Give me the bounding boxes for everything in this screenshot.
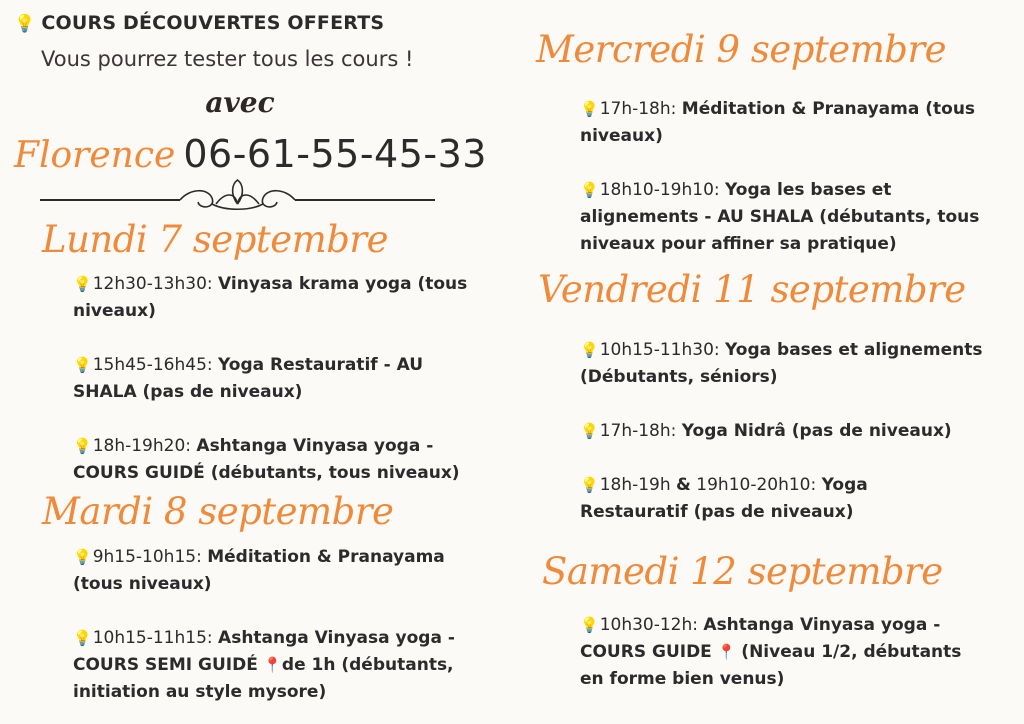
day-title-lundi: Lundi 7 septembre [42,218,388,261]
class-time: 17h-18h: [599,99,677,119]
avec-label: avec [205,86,275,119]
lightbulb-icon: 💡 [580,616,599,634]
class-item [580,337,1005,391]
class-item [580,418,1005,445]
class-item [580,472,940,526]
class-time: 10h15-11h15: [92,628,213,648]
class-time: 18h-19h [599,475,671,495]
class-time: 9h15-10h15: [92,547,202,567]
lightbulb-icon: 💡 [73,356,92,374]
class-description: Méditation & Pranayama (tous niveaux) [73,547,445,594]
class-item [73,433,478,487]
class-time-2: 19h10-20h10: [696,475,817,495]
class-description: Yoga Restauratif - AU SHALA (pas de niveaux) [73,355,424,402]
class-item [580,177,1000,258]
lightbulb-icon: 💡 [580,476,599,494]
class-description: Yoga les bases et alignements - AU SHALA (débutants, tous niveaux pour affiner sa pratique) [580,180,980,254]
class-item [580,612,980,693]
ornamental-divider [40,178,435,218]
class-description: Ashtanga Vinyasa yoga - COURS SEMI GUIDÉ [73,628,455,675]
ampersand: & [676,475,691,495]
class-time: 10h15-11h30: [599,340,720,360]
offer-title: COURS DÉCOUVERTES OFFERTS [41,12,385,34]
contact-line [14,132,487,176]
class-item [73,271,493,325]
lightbulb-icon: 💡 [580,422,599,440]
lightbulb-icon: 💡 [580,181,599,199]
contact-name: Florence [14,135,176,176]
lightbulb-icon: 💡 [73,437,92,455]
lightbulb-icon: 💡 [580,100,599,118]
class-description: Ashtanga Vinyasa yoga - COURS GUIDÉ (débutants, tous niveaux) [73,436,460,483]
lightbulb-icon: 💡 [73,629,92,647]
class-description-cont: (Niveau 1/2, débutants en forme bien venus) [580,642,962,689]
day-title-mardi: Mardi 8 septembre [42,490,394,533]
class-description: Méditation & Pranayama (tous niveaux) [580,99,976,146]
class-item [73,625,483,706]
class-time: 12h30-13h30: [92,274,213,294]
lightbulb-icon: 💡 [73,275,92,293]
lightbulb-icon: 💡 [73,548,92,566]
class-time: 10h30-12h: [599,615,698,635]
class-description: Ashtanga Vinyasa yoga - COURS GUIDE [580,615,941,662]
contact-phone[interactable]: 06-61-55-45-33 [183,132,487,176]
day-title-mercredi: Mercredi 9 septembre [536,28,947,71]
class-item [73,544,473,598]
header-title [14,12,384,34]
day-title-samedi: Samedi 12 septembre [542,550,943,593]
pin-icon: 📍 [263,656,282,674]
class-description: Yoga Nidrâ (pas de niveaux) [681,421,952,441]
class-description: Yoga Restauratif (pas de niveaux) [580,475,868,522]
class-time: 18h-19h20: [92,436,191,456]
class-time: 18h10-19h10: [599,180,720,200]
class-time: 17h-18h: [599,421,677,441]
class-description: Vinyasa krama yoga (tous niveaux) [73,274,468,321]
class-item [73,352,473,406]
pin-icon: 📍 [717,643,736,661]
day-title-vendredi: Vendredi 11 septembre [538,268,966,311]
class-description: Yoga bases et alignements (Débutants, séniors) [580,340,983,387]
lightbulb-icon: 💡 [580,341,599,359]
class-time: 15h45-16h45: [92,355,213,375]
class-description-cont: de 1h (débutants, initiation au style mysore) [73,655,454,702]
subtitle: Vous pourrez tester tous les cours ! [41,47,414,71]
class-item [580,96,1000,150]
lightbulb-icon: 💡 [14,14,36,34]
